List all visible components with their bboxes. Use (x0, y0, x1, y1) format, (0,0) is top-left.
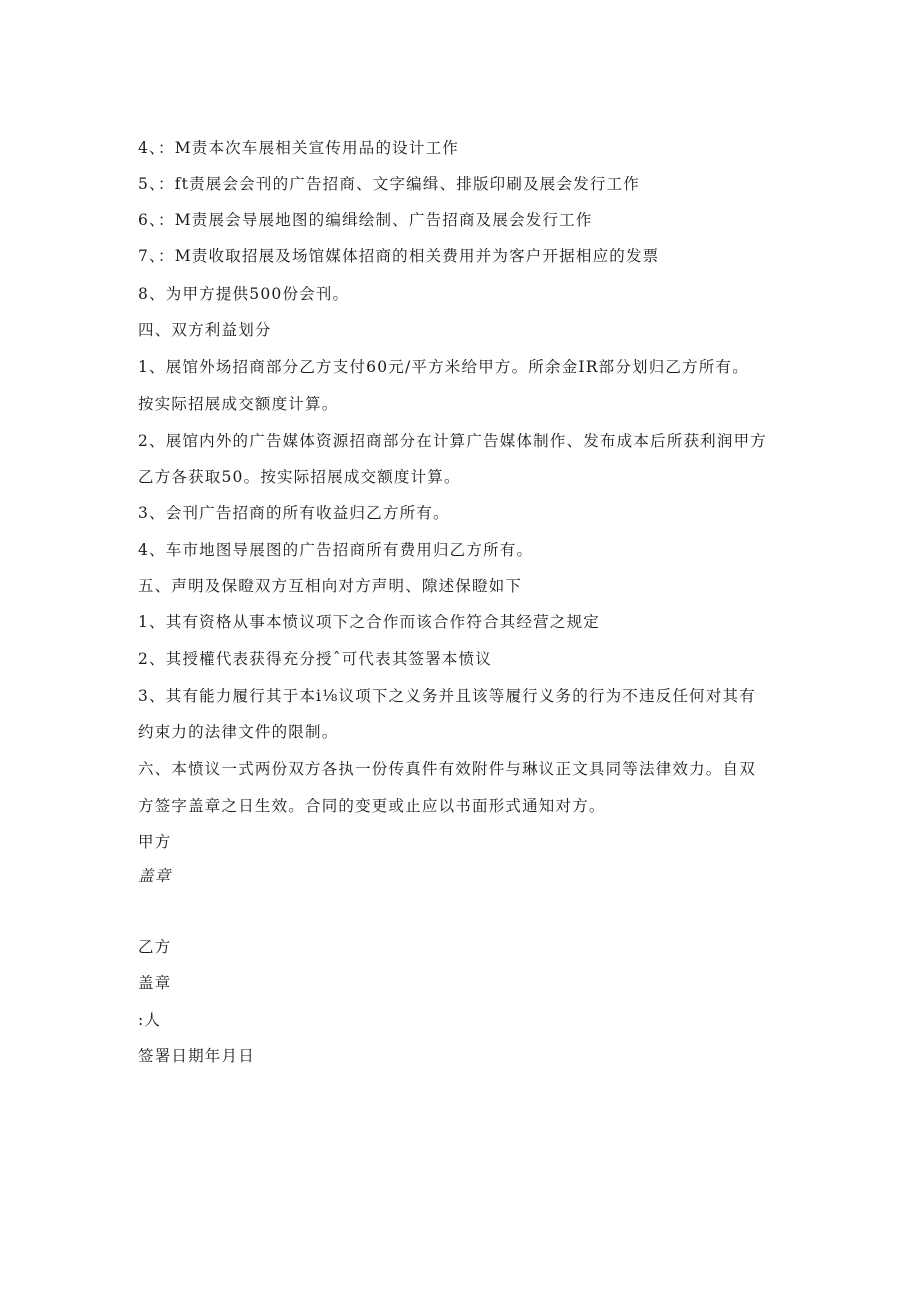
signatory-label: :人 (138, 1011, 162, 1029)
party-a-seal: 盖章 (138, 867, 172, 885)
clause-line: 2、其授權代表获得充分授ˆ可代表其签署本愤议 (138, 650, 493, 668)
section-heading: 五、声明及保瞪双方互相向对方声明、隙述保瞪如下 (138, 577, 523, 595)
clause-line: 6、：M责展会导展地图的编缉绘制、广告招商及展会发行工作 (138, 211, 593, 229)
clause-line: 4、车市地图导展图的广告招商所有费用归乙方所有。 (138, 541, 534, 559)
party-b-seal: 盖章 (138, 974, 172, 992)
clause-line: 3、其有能力履行其于本i⅛议项下之义务并且该等履行义务的行为不违反任何对其有 (138, 687, 756, 705)
party-b-label: 乙方 (138, 938, 172, 956)
clause-line: 4、：M责本次车展相关宣传用品的设计工作 (138, 139, 459, 157)
clause-line: 按实际招展成交额度计算。 (138, 395, 339, 413)
section-heading: 六、本愤议一式两份双方各执一份传真件有效附件与琳议正文具同等法律效力。自双 (138, 760, 756, 778)
party-a-label: 甲方 (138, 833, 172, 851)
clause-line: 方签字盖章之日生效。合同的变更或止应以书面形式通知对方。 (138, 797, 606, 815)
section-heading: 四、双方利益划分 (138, 321, 272, 339)
clause-line: 8、为甲方提供500份会刊。 (138, 285, 350, 303)
clause-line: 7、：M责收取招展及场馆媒体招商的相关费用并为客户开据相应的发票 (138, 247, 660, 265)
sign-date: 签署日期年月日 (138, 1047, 255, 1065)
clause-line: 1、展馆外场招商部分乙方支付60元/平方米给甲方。所余金IR部分划归乙方所有。 (138, 358, 749, 376)
clause-line: 乙方各获取50。按实际招展成交额度计算。 (138, 468, 461, 486)
clause-line: 3、会刊广告招商的所有收益归乙方所有。 (138, 504, 450, 522)
clause-line: 约束力的法律文件的限制。 (138, 723, 339, 741)
clause-line: 2、展馆内外的广告媒体资源招商部分在计算广告媒体制作、发布成本后所获利润甲方 (138, 432, 767, 450)
clause-line: 5、：ft责展会会刊的广告招商、文字编缉、排版印刷及展会发行工作 (138, 175, 640, 193)
clause-line: 1、其有资格从事本愤议项下之合作而该合作符合其经营之规定 (138, 613, 600, 631)
